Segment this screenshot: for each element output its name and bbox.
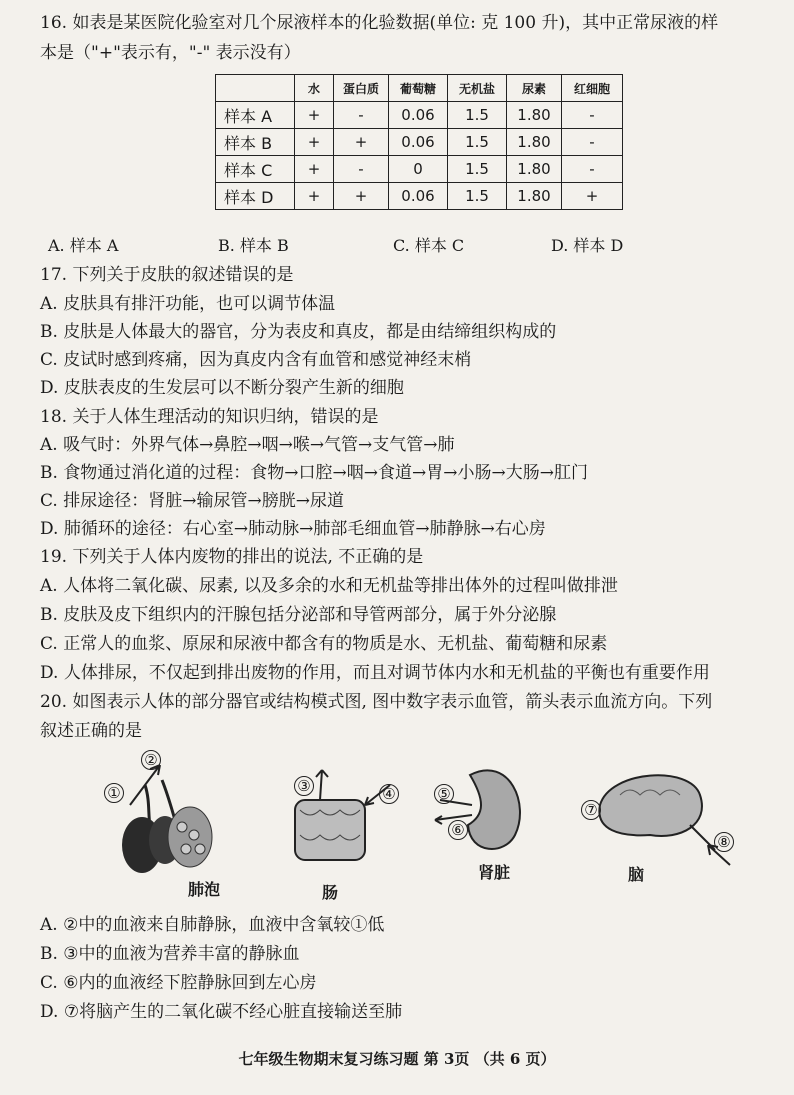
figure-label-alveoli: 肺泡	[188, 880, 221, 899]
marker-7: ⑦	[581, 800, 601, 820]
table-cell: 1.80	[507, 129, 562, 156]
q19-option-c[interactable]: C. 正常人的血浆、原尿和尿液中都含有的物质是水、无机盐、葡萄糖和尿素	[40, 634, 608, 654]
page-footer: 七年级生物期末复习练习题 第 3页 （共 6 页）	[238, 1050, 556, 1068]
table-cell: +	[295, 183, 334, 210]
q19-stem: 19. 下列关于人体内废物的排出的说法, 不正确的是	[40, 547, 424, 567]
q17-option-c[interactable]: C. 皮试时感到疼痛，因为真皮内含有血管和感觉神经末梢	[40, 350, 472, 370]
table-cell: 0.06	[389, 102, 448, 129]
table-cell: -	[562, 102, 623, 129]
table-cell: 1.5	[448, 102, 507, 129]
table-cell: 1.5	[448, 156, 507, 183]
table-header	[216, 75, 295, 102]
table-cell: 1.5	[448, 129, 507, 156]
table-header: 无机盐	[448, 75, 507, 102]
figure-label-intestine: 肠	[322, 883, 339, 902]
table-cell: +	[334, 129, 389, 156]
q16-stem-line2: 本是（"+"表示有，"-" 表示没有）	[40, 43, 301, 63]
table-header: 红细胞	[562, 75, 623, 102]
q20-option-a[interactable]: A. ②中的血液来自肺静脉，血液中含氧较①低	[40, 915, 385, 935]
table-cell: +	[295, 156, 334, 183]
table-cell: 样本 A	[216, 102, 295, 129]
marker-3: ③	[294, 776, 314, 796]
marker-2: ②	[141, 750, 161, 770]
table-header: 蛋白质	[334, 75, 389, 102]
table-cell: 样本 C	[216, 156, 295, 183]
marker-4: ④	[379, 784, 399, 804]
table-cell: +	[562, 183, 623, 210]
q16-stem-line1: 16. 如表是某医院化验室对几个尿液样本的化验数据(单位: 克 100 升)，其中正常尿液的样	[40, 13, 719, 33]
table-cell: +	[295, 129, 334, 156]
table-cell: 1.5	[448, 183, 507, 210]
q20-stem-line2: 叙述正确的是	[40, 721, 142, 741]
organ-figure	[90, 745, 750, 895]
q16-option-a[interactable]: A. 样本 A	[48, 236, 119, 255]
q17-option-a[interactable]: A. 皮肤具有排汗功能，也可以调节体温	[40, 294, 336, 314]
q18-stem: 18. 关于人体生理活动的知识归纳，错误的是	[40, 407, 379, 427]
q20-option-c[interactable]: C. ⑥内的血液经下腔静脉回到左心房	[40, 973, 317, 993]
table-row	[216, 156, 623, 183]
q17-option-d[interactable]: D. 皮肤表皮的生发层可以不断分裂产生新的细胞	[40, 378, 404, 398]
table-cell: 1.80	[507, 102, 562, 129]
brain-drawing	[599, 775, 730, 865]
q20-option-d[interactable]: D. ⑦将脑产生的二氧化碳不经心脏直接输送至肺	[40, 1002, 403, 1022]
table-header: 尿素	[507, 75, 562, 102]
figure-label-brain: 脑	[628, 865, 645, 884]
marker-6: ⑥	[448, 820, 468, 840]
table-cell: 0.06	[389, 129, 448, 156]
urine-sample-table	[215, 74, 623, 210]
table-cell: -	[334, 102, 389, 129]
q18-option-d[interactable]: D. 肺循环的途径：右心室→肺动脉→肺部毛细血管→肺静脉→右心房	[40, 519, 546, 539]
q19-option-b[interactable]: B. 皮肤及皮下组织内的汗腺包括分泌部和导管两部分，属于外分泌腺	[40, 605, 557, 625]
q18-option-a[interactable]: A. 吸气时：外界气体→鼻腔→咽→喉→气管→支气管→肺	[40, 435, 455, 455]
table-header: 水	[295, 75, 334, 102]
table-header-row	[216, 75, 623, 102]
table-header: 葡萄糖	[389, 75, 448, 102]
table-row	[216, 129, 623, 156]
marker-8: ⑧	[714, 832, 734, 852]
table-cell: -	[334, 156, 389, 183]
q16-option-b[interactable]: B. 样本 B	[218, 236, 289, 255]
q18-option-b[interactable]: B. 食物通过消化道的过程：食物→口腔→咽→食道→胃→小肠→大肠→肛门	[40, 463, 589, 483]
table-cell: 1.80	[507, 156, 562, 183]
q19-option-a[interactable]: A. 人体将二氧化碳、尿素, 以及多余的水和无机盐等排出体外的过程叫做排泄	[40, 576, 618, 596]
table-cell: +	[295, 102, 334, 129]
table-cell: +	[334, 183, 389, 210]
table-cell: 1.80	[507, 183, 562, 210]
table-row	[216, 102, 623, 129]
alveoli-drawing	[122, 765, 212, 873]
table-cell: 0	[389, 156, 448, 183]
marker-1: ①	[104, 783, 124, 803]
kidney-drawing	[435, 770, 520, 849]
q20-stem-line1: 20. 如图表示人体的部分器官或结构模式图, 图中数字表示血管，箭头表示血流方向。下列	[40, 692, 713, 712]
table-cell: -	[562, 156, 623, 183]
table-cell: -	[562, 129, 623, 156]
q18-option-c[interactable]: C. 排尿途径：肾脏→输尿管→膀胱→尿道	[40, 491, 344, 511]
marker-5: ⑤	[434, 784, 454, 804]
q16-option-c[interactable]: C. 样本 C	[393, 236, 465, 255]
q17-stem: 17. 下列关于皮肤的叙述错误的是	[40, 265, 294, 285]
q17-option-b[interactable]: B. 皮肤是人体最大的器官，分为表皮和真皮，都是由结缔组织构成的	[40, 322, 557, 342]
q20-option-b[interactable]: B. ③中的血液为营养丰富的静脉血	[40, 944, 300, 964]
table-cell: 样本 D	[216, 183, 295, 210]
table-row	[216, 183, 623, 210]
q19-option-d[interactable]: D. 人体排尿，不仅起到排出废物的作用，而且对调节体内水和无机盐的平衡也有重要作用	[40, 663, 710, 683]
q16-option-d[interactable]: D. 样本 D	[551, 236, 624, 255]
figure-label-kidney: 肾脏	[478, 863, 511, 882]
table-cell: 样本 B	[216, 129, 295, 156]
table-cell: 0.06	[389, 183, 448, 210]
